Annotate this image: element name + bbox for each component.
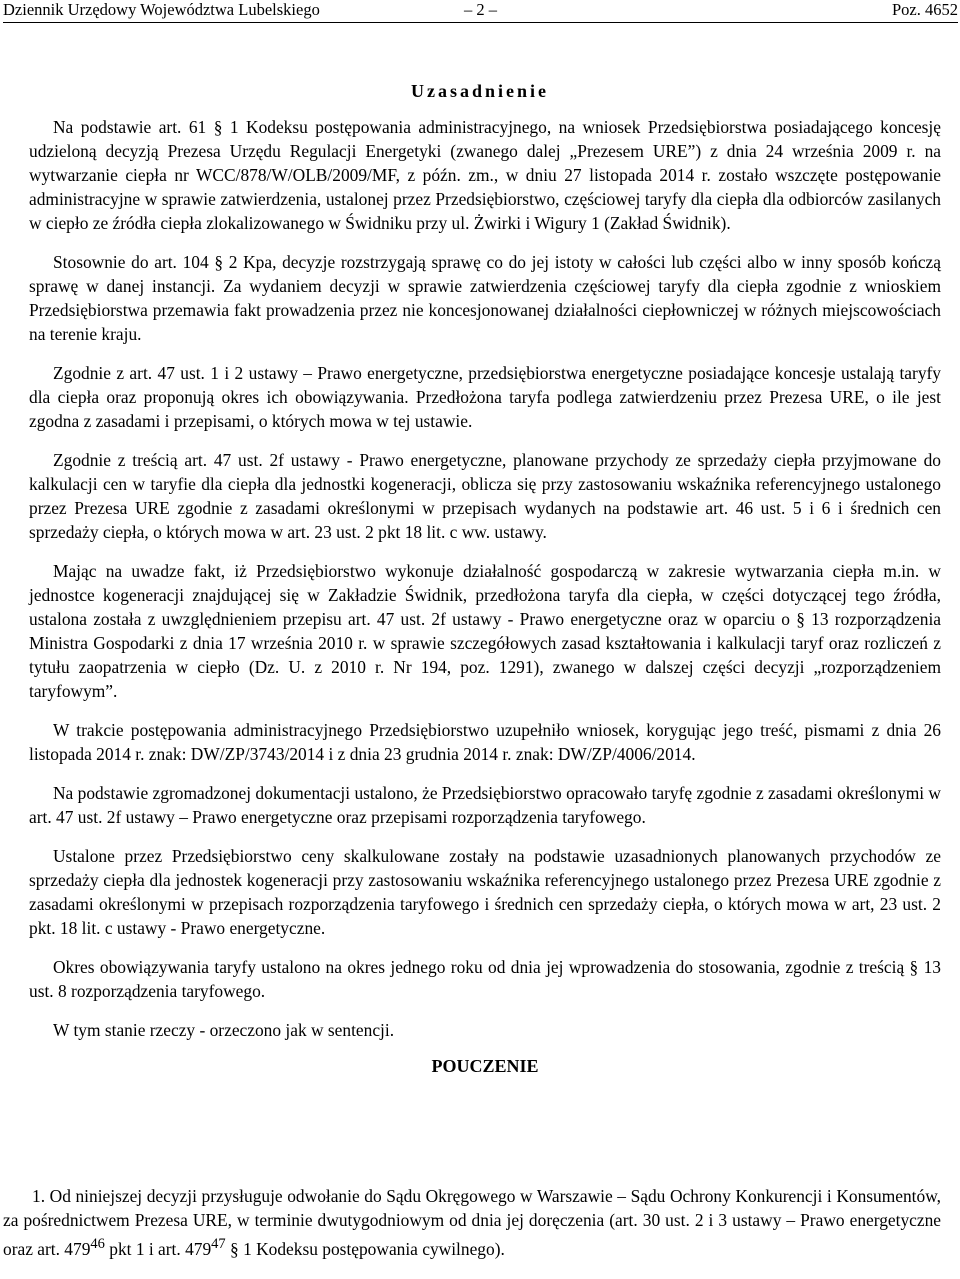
instruction-heading: POUCZENIE <box>431 1056 539 1076</box>
paragraph: Mając na uwadze fakt, iż Przedsiębiorstwo wykonuje działalność gospodarczą w zakresie wytwarzania ciepła m.in. w jednostce kogeneracji znajdującej się w Zakładzie Świdnik, przedłożona taryfa dla ciepła, w części dotyczącej tego źródła, ustalona została z uwzględnieniem przepisu art. 47 ust. 2f ustawy - Prawo energetyczne oraz w oparciu o § 13 rozporządzenia Ministra Gospodarki z dnia 17 września 2010 r. w sprawie szczegółowych zasad kształtowania i kalkulacji taryf oraz rozliczeń z tytułu zaopatrzenia w ciepło (Dz. U. z 2010 r. Nr 194, poz. 1291), zwanego w dalszej części decyzji „rozporządzeniem taryfowym”. <box>29 561 941 701</box>
position-number: Poz. 4652 <box>892 0 958 19</box>
paragraph: Zgodnie z art. 47 ust. 1 i 2 ustawy – Prawo energetyczne, przedsiębiorstwa energetyczne posiadające koncesje ustalają taryfy dla ciepła oraz proponują okres ich obowiązywania. Przedłożona taryfa podlega zatwierdzeniu przez Prezesa URE, o ile jest zgodna z zasadami i przepisami, o których mowa w tej ustawie. <box>29 363 941 431</box>
paragraph: Na podstawie art. 61 § 1 Kodeksu postępowania administracyjnego, na wniosek Przedsiębiorstwa posiadającego koncesję udzieloną decyzją Prezesa Urzędu Regulacji Energetyki (zwanego dalej „Prezesem URE”) z dnia 24 września 2009 r. na wytwarzanie ciepła nr WCC/878/W/OLB/2009/MF, z późn. zm., w dniu 27 listopada 2014 r. zostało wszczęte postępowanie administracyjne w sprawie zatwierdzenia, ustalonej przez Przedsiębiorstwo, częściowej taryfy dla ciepła dla odbiorców zasilanych w ciepło ze źródła ciepła zlokalizowanego w Świdniku przy ul. Żwirki i Wigury 1 (Zakład Świdnik). <box>29 117 941 233</box>
paragraph: Stosownie do art. 104 § 2 Kpa, decyzje rozstrzygają sprawę co do jej istoty w całości lub części albo w inny sposób kończą sprawę w danej instancji. Za wydaniem decyzji w sprawie zatwierdzenia częściowej taryfy dla ciepła zgodnie z wnioskiem Przedsiębiorstwa przemawia fakt prowadzenia przez nie koncesjonowanej działalności ciepłowniczej w różnych miejscowościach na terenie kraju. <box>29 252 941 344</box>
item-text: § 1 Kodeksu postępowania cywilnego). <box>225 1238 505 1259</box>
item-text: pkt 1 i art. 479 <box>104 1238 212 1259</box>
paragraph: Okres obowiązywania taryfy ustalono na okres jednego roku od dnia jej wprowadzenia do stosowania, zgodnie z treścią § 13 ust. 8 rozporządzenia taryfowego. <box>29 957 941 1001</box>
page-number: – 2 – <box>464 0 497 19</box>
section-title: Uzasadnienie <box>410 81 549 101</box>
paragraph: W tym stanie rzeczy - orzeczono jak w sentencji. <box>53 1020 395 1040</box>
article-superscript: 46 <box>90 1236 105 1252</box>
item-text: Od niniejszej decyzji przysługuje odwołanie do Sądu Okręgowego w Warszawie – Sądu Ochrony Konkurencji i Konsumentów, za pośrednictwem Prezesa URE, w terminie dwutygodniowym od dnia jej doręczenia (art. 30 ust. 2 i 3 ustawy – Prawo energetyczne oraz art. 479 <box>3 1186 941 1259</box>
paragraph: Zgodnie z treścią art. 47 ust. 2f ustawy - Prawo energetyczne, planowane przychody ze sprzedaży ciepła przyjmowane do kalkulacji cen w taryfie dla ciepła dla jednostki kogeneracji, oblicza się przy zastosowaniu wskaźnika referencyjnego ustalonego przez Prezesa URE zgodnie z zasadami określonymi w przepisach wydanych na podstawie art. 46 ust. 5 i 6 i średnich cen sprzedaży ciepła, o których mowa w art. 23 ust. 2 pkt 18 lit. c ww. ustawy. <box>29 450 941 542</box>
paragraph: Ustalone przez Przedsiębiorstwo ceny skalkulowane zostały na podstawie uzasadnionych planowanych przychodów ze sprzedaży ciepła dla jednostek kogeneracji przy zastosowaniu wskaźnika referencyjnego ustalonego przez Prezesa URE zgodnie z zasadami określonymi w przepisach rozporządzenia taryfowego i średnich cen sprzedaży ciepła, o których mowa w art, 23 ust. 2 pkt. 18 lit. c ustawy - Prawo energetyczne. <box>29 846 941 938</box>
instruction-item <box>3 1184 941 1261</box>
paragraph: Na podstawie zgromadzonej dokumentacji ustalono, że Przedsiębiorstwo opracowało taryfę zgodnie z zasadami określonymi w art. 47 ust. 2f ustawy – Prawo energetyczne oraz przepisami rozporządzenia taryfowego. <box>29 783 941 827</box>
item-number: 1. <box>32 1186 46 1206</box>
document-body <box>29 115 941 1088</box>
article-superscript: 47 <box>211 1236 226 1252</box>
journal-title: Dziennik Urzędowy Województwa Lubelskiego <box>3 0 320 19</box>
page-header <box>3 0 958 23</box>
paragraph: W trakcie postępowania administracyjnego Przedsiębiorstwo uzupełniło wniosek, korygując jego treść, pismami z dnia 26 listopada 2014 r. znak: DW/ZP/3743/2014 i z dnia 23 grudnia 2014 r. znak: DW/ZP/4006/2014. <box>29 720 941 764</box>
